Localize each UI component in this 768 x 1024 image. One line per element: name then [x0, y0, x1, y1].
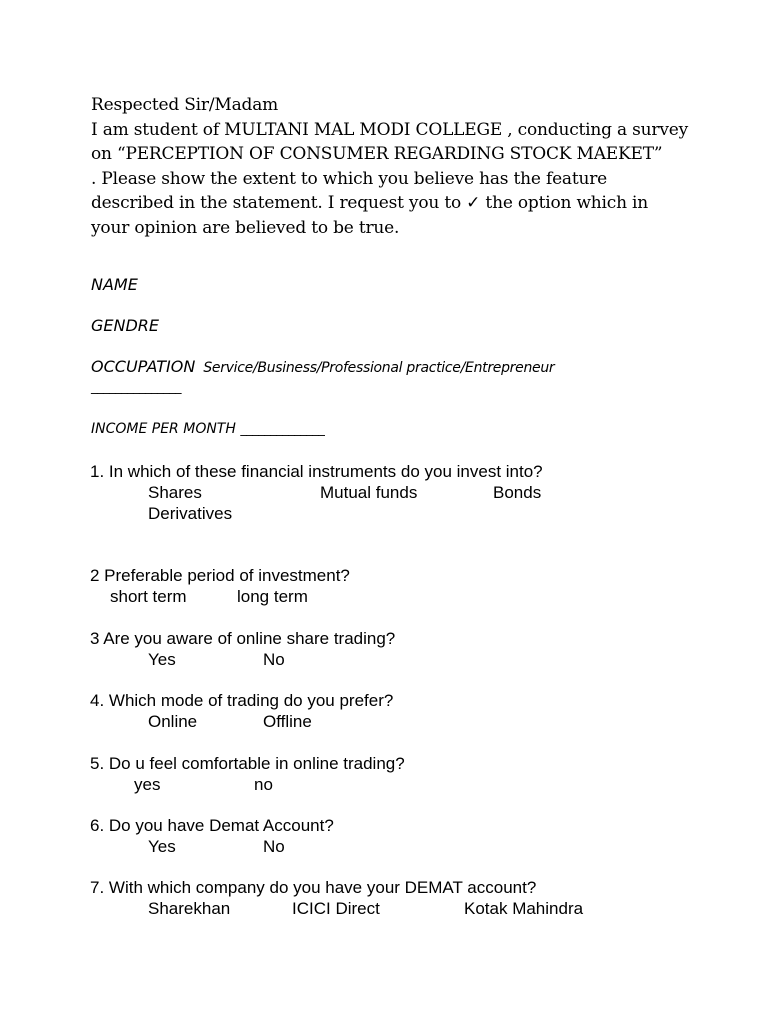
option-sharekhan: Sharekhan: [148, 899, 231, 918]
intro-line: described in the statement. I request you to ✓ the option which in: [91, 193, 649, 213]
option-derivatives: Derivatives: [148, 504, 233, 523]
option-no: No: [263, 650, 285, 669]
option-yes: Yes: [148, 650, 176, 669]
option-icici-direct: ICICI Direct: [292, 899, 380, 918]
question-7: [90, 877, 584, 919]
option-long-term: long term: [237, 587, 308, 606]
option-no: no: [254, 775, 273, 794]
question-text: 3 Are you aware of online share trading?: [90, 629, 396, 648]
question-4: [90, 690, 393, 732]
question-1: [90, 461, 543, 524]
salutation: Respected Sir/Madam: [91, 95, 279, 115]
option-short-term: short term: [110, 587, 187, 606]
question-text: 6. Do you have Demat Account?: [90, 816, 334, 835]
option-yes: Yes: [148, 837, 176, 856]
name-label: NAME: [91, 275, 138, 294]
gender-label: GENDRE: [91, 316, 160, 335]
occupation-label: OCCUPATION: [91, 357, 196, 376]
option-mutual-funds: Mutual funds: [320, 483, 418, 502]
question-6: [90, 815, 334, 857]
option-bonds: Bonds: [493, 483, 542, 502]
question-text: 1. In which of these financial instruments do you invest into?: [90, 462, 543, 481]
occupation-options: Service/Business/Professional practice/Entrepreneur: [203, 360, 555, 376]
question-3: [90, 628, 395, 670]
occupation-blank: _______________: [91, 380, 181, 395]
intro-line: on “PERCEPTION OF CONSUMER REGARDING STOCK MAEKET”: [91, 144, 663, 164]
income-row: [91, 421, 324, 437]
intro-paragraph: [91, 93, 711, 240]
option-online: Online: [148, 712, 198, 731]
question-2: [90, 565, 350, 607]
question-text: 4. Which mode of trading do you prefer?: [90, 691, 394, 710]
intro-line: your opinion are believed to be true.: [91, 217, 400, 238]
intro-line: I am student of MULTANI MAL MODI COLLEGE , conducting a survey: [91, 119, 689, 140]
question-5: [90, 753, 405, 795]
intro-line: . Please show the extent to which you believe has the feature: [91, 168, 608, 189]
question-text: 2 Preferable period of investment?: [90, 566, 350, 585]
option-no: No: [263, 837, 285, 856]
option-shares: Shares: [148, 483, 202, 502]
income-blank: ______________: [240, 422, 325, 437]
question-text: 7. With which company do you have your DEMAT account?: [90, 878, 537, 897]
option-kotak-mahindra: Kotak Mahindra: [464, 899, 584, 918]
option-offline: Offline: [263, 712, 312, 731]
occupation-row: [91, 357, 554, 376]
income-label: INCOME PER MONTH: [91, 421, 236, 437]
option-yes: yes: [134, 775, 161, 794]
question-text: 5. Do u feel comfortable in online trading?: [90, 754, 405, 773]
